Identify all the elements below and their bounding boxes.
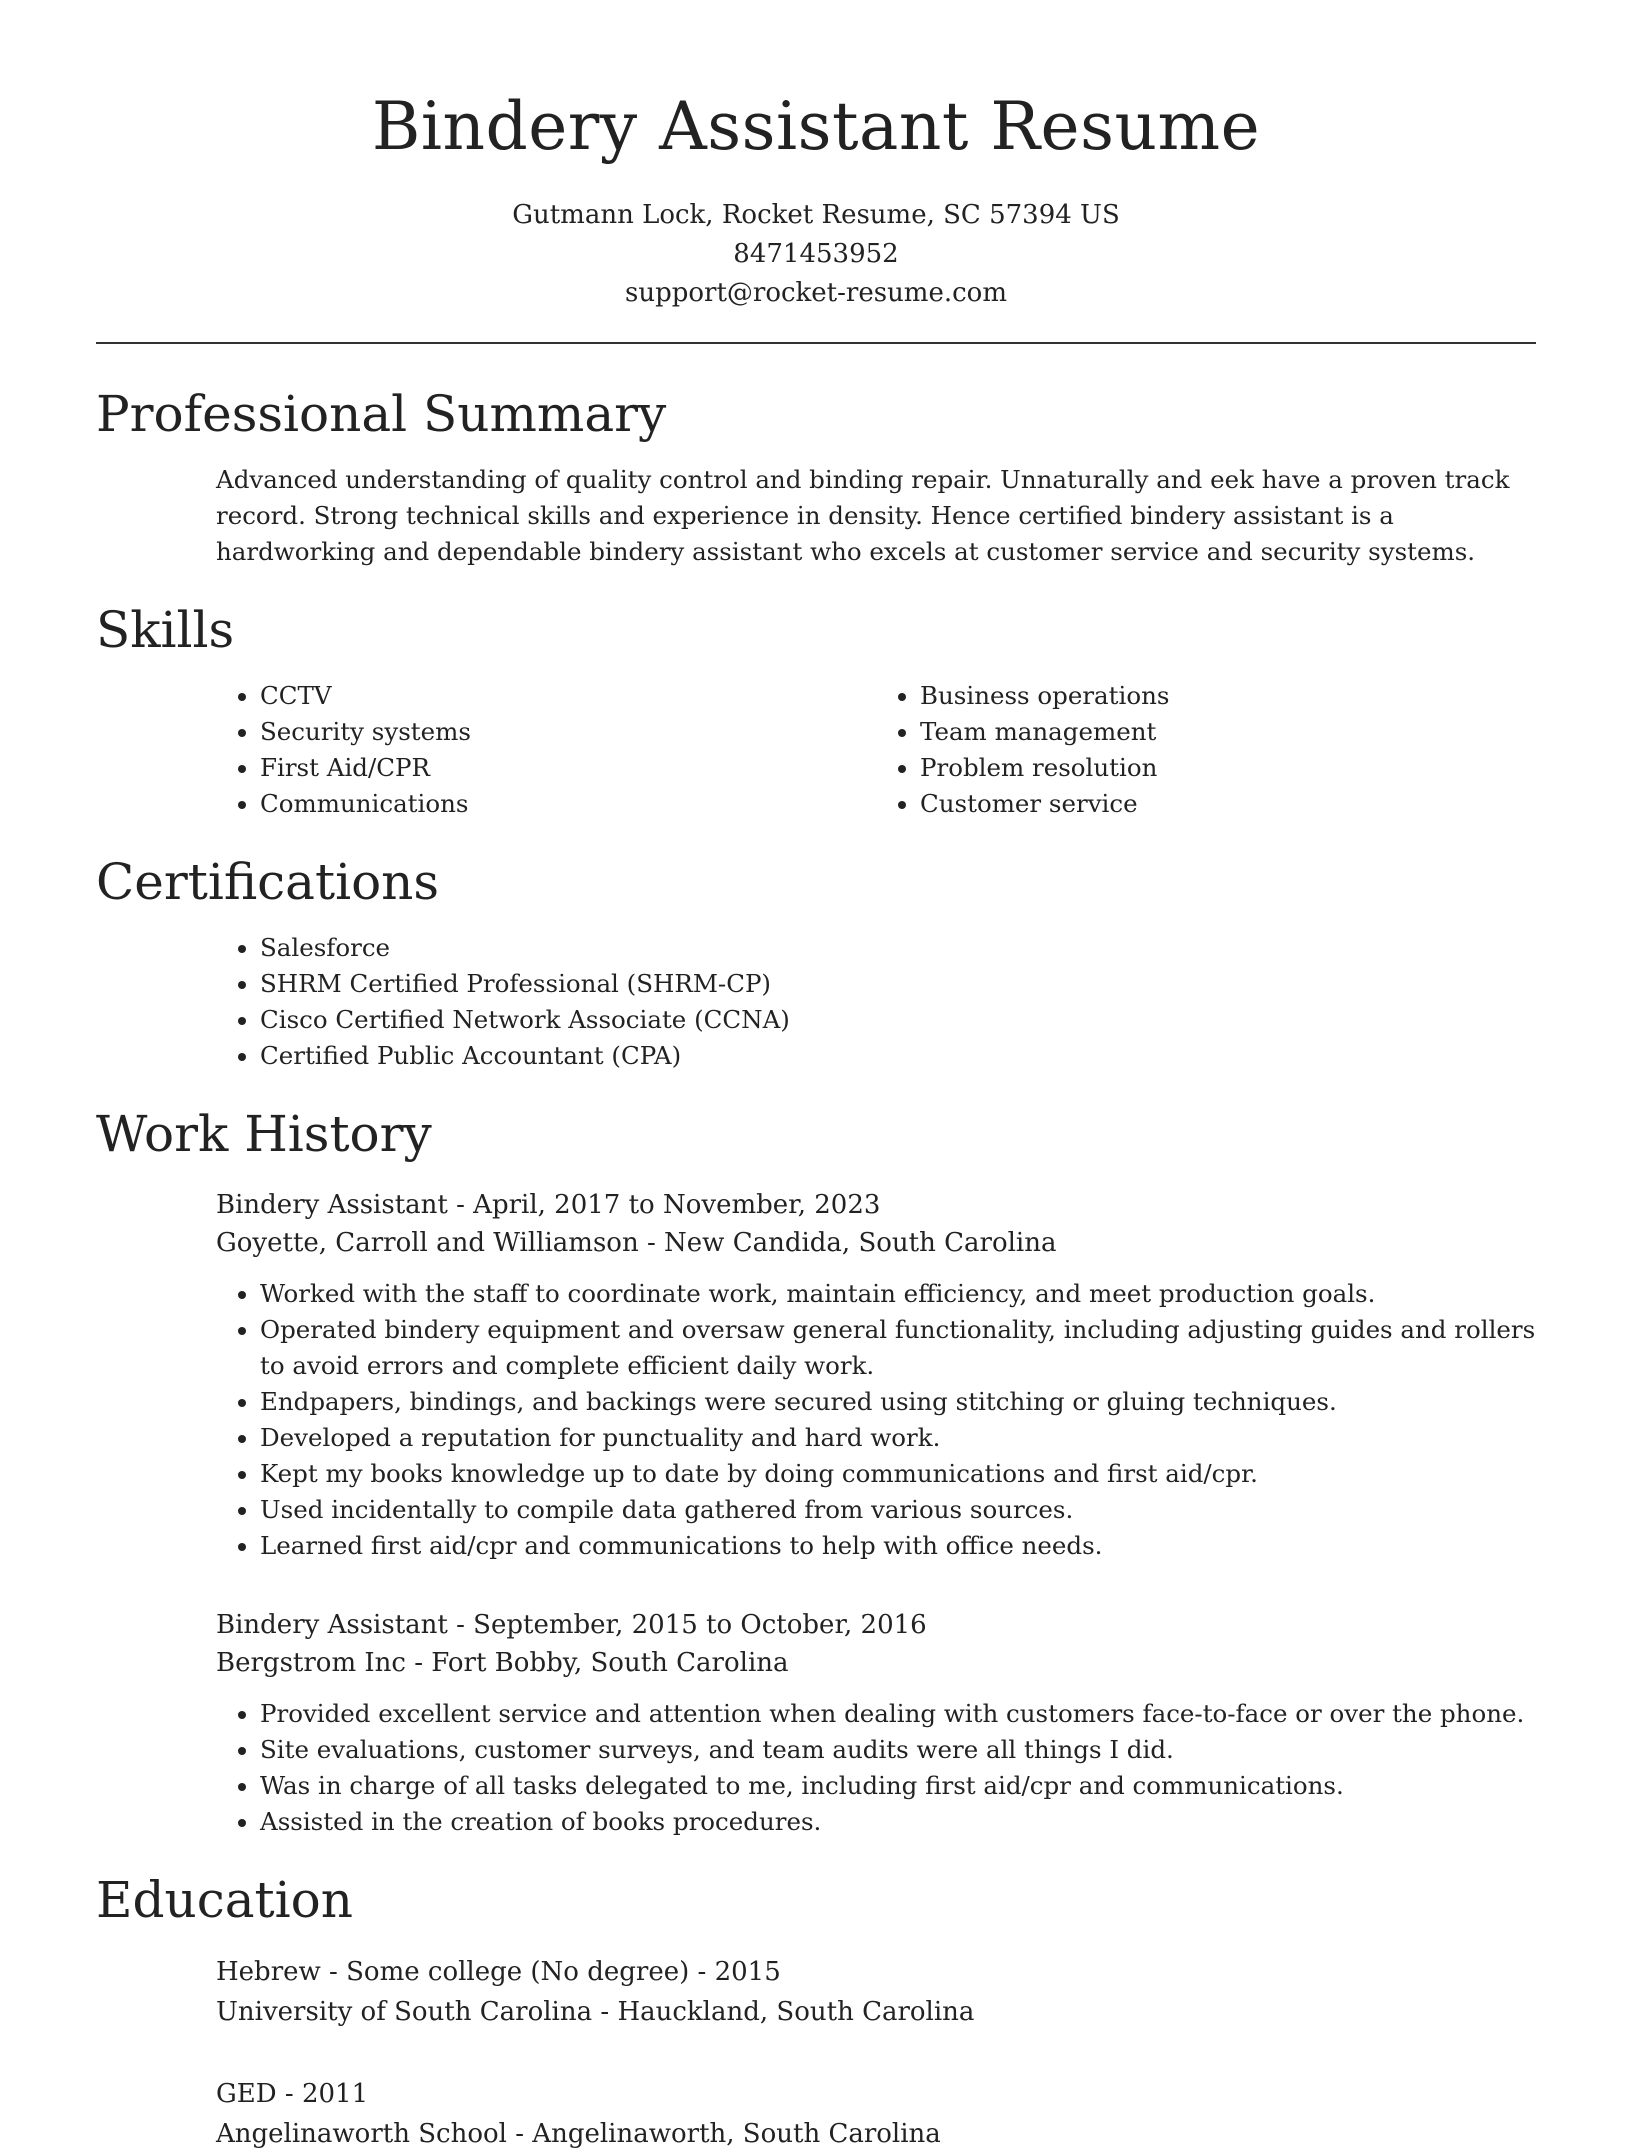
education-location: Hauckland, South Carolina [617, 1997, 975, 2027]
job-bullet: • Learned first aid/cpr and communications to help with office needs. [260, 1528, 1536, 1564]
work-history-heading: Work History [96, 1105, 432, 1163]
job-spacer [96, 1564, 1536, 1596]
education-entry [216, 2074, 1536, 2154]
education-degree: Some college (No degree) [346, 1957, 690, 1987]
job-title-line: Bindery Assistant - September, 2015 to October, 2016 [216, 1610, 927, 1640]
job-bullets [96, 1696, 1536, 1840]
certifications-heading: Certifications [96, 853, 440, 911]
education-degree-line: GED - 2011 [216, 2079, 369, 2109]
contact-phone: 8471453952 [733, 239, 899, 269]
job-entry [216, 1186, 1536, 1564]
education-school-line: Angelinaworth School - Angelinaworth, South Carolina [216, 2119, 941, 2149]
certification-item: • Salesforce [260, 930, 1536, 966]
job-bullet: • Assisted in the creation of books procedures. [260, 1804, 1536, 1840]
job-dates: April, 2017 to November, 2023 [473, 1190, 881, 1220]
contact-address: Gutmann Lock, Rocket Resume, SC 57394 US [512, 200, 1120, 230]
job-bullet: • Used incidentally to compile data gathered from various sources. [260, 1492, 1536, 1528]
job-bullet: • Was in charge of all tasks delegated to me, including first aid/cpr and communications. [260, 1768, 1536, 1804]
skill-item: • Business operations [920, 678, 1536, 714]
education-degree: GED [216, 2079, 277, 2109]
certification-item: • SHRM Certified Professional (SHRM-CP) [260, 966, 1536, 1002]
education-school: Angelinaworth School [216, 2119, 507, 2149]
job-company-line: Bergstrom Inc - Fort Bobby, South Carolina [216, 1648, 789, 1678]
education-school-line: University of South Carolina - Hauckland, South Carolina [216, 1997, 975, 2027]
certifications-list [216, 930, 1536, 1074]
certifications-section [96, 840, 1536, 1074]
skills-column-2 [876, 678, 1536, 822]
contact-email: support@rocket-resume.com [624, 278, 1007, 308]
certification-item: • Cisco Certified Network Associate (CCNA) [260, 1002, 1536, 1038]
contact-block [0, 196, 1632, 313]
skill-item: • Customer service [920, 786, 1536, 822]
job-location: Fort Bobby, South Carolina [431, 1648, 789, 1678]
job-bullet: • Site evaluations, customer surveys, and team audits were all things I did. [260, 1732, 1536, 1768]
job-bullet: • Kept my books knowledge up to date by doing communications and first aid/cpr. [260, 1456, 1536, 1492]
certification-item: • Certified Public Accountant (CPA) [260, 1038, 1536, 1074]
job-bullet: • Operated bindery equipment and oversaw general functionality, including adjusting guides and rollers to avoid errors and complete efficient daily work. [260, 1312, 1536, 1384]
work-history-section [96, 1092, 1536, 1840]
job-bullets [96, 1276, 1536, 1564]
job-title: Bindery Assistant [216, 1190, 448, 1220]
education-section [96, 1858, 1536, 2154]
job-company: Goyette, Carroll and Williamson [216, 1228, 639, 1258]
education-field: Hebrew [216, 1957, 321, 1987]
job-location: New Candida, South Carolina [664, 1228, 1057, 1258]
education-heading: Education [96, 1871, 353, 1929]
skills-grid [216, 678, 1536, 822]
skill-item: • CCTV [260, 678, 876, 714]
skills-heading: Skills [96, 601, 235, 659]
education-year: 2015 [714, 1957, 781, 1987]
education-degree-line: Hebrew - Some college (No degree) - 2015 [216, 1957, 781, 1987]
education-year: 2011 [301, 2079, 369, 2109]
skills-column-1 [216, 678, 876, 822]
job-title-line: Bindery Assistant - April, 2017 to November, 2023 [216, 1190, 881, 1220]
resume-title: Bindery Assistant Resume [371, 88, 1261, 165]
job-bullet: • Developed a reputation for punctuality and hard work. [260, 1420, 1536, 1456]
job-company-line: Goyette, Carroll and Williamson - New Candida, South Carolina [216, 1228, 1057, 1258]
skill-item: • Communications [260, 786, 876, 822]
skill-item: • Team management [920, 714, 1536, 750]
summary-text: Advanced understanding of quality control and binding repair. Unnaturally and eek have a proven track record. Strong technical skills and experience in density. Hence certified bindery assistant is a hardworking and dependable bindery assistant who excels at customer service and security systems. [216, 465, 1510, 566]
job-bullet: • Endpapers, bindings, and backings were secured using stitching or gluing techniques. [260, 1384, 1536, 1420]
summary-heading: Professional Summary [96, 385, 667, 443]
job-company: Bergstrom Inc [216, 1648, 406, 1678]
education-spacer [96, 2032, 1536, 2064]
job-bullet: • Provided excellent service and attention when dealing with customers face-to-face or over the phone. [260, 1696, 1536, 1732]
header-divider [96, 342, 1536, 344]
skill-item: • First Aid/CPR [260, 750, 876, 786]
job-dates: September, 2015 to October, 2016 [473, 1610, 927, 1640]
education-entry [216, 1952, 1536, 2032]
job-bullet: • Worked with the staff to coordinate work, maintain efficiency, and meet production goals. [260, 1276, 1536, 1312]
job-entry [216, 1606, 1536, 1840]
resume-body [96, 372, 1536, 2154]
summary-section [96, 372, 1536, 570]
skill-item: • Problem resolution [920, 750, 1536, 786]
education-location: Angelinaworth, South Carolina [532, 2119, 941, 2149]
education-school: University of South Carolina [216, 1997, 593, 2027]
resume-header [0, 80, 1632, 313]
job-title: Bindery Assistant [216, 1610, 448, 1640]
skill-item: • Security systems [260, 714, 876, 750]
skills-section [96, 588, 1536, 822]
